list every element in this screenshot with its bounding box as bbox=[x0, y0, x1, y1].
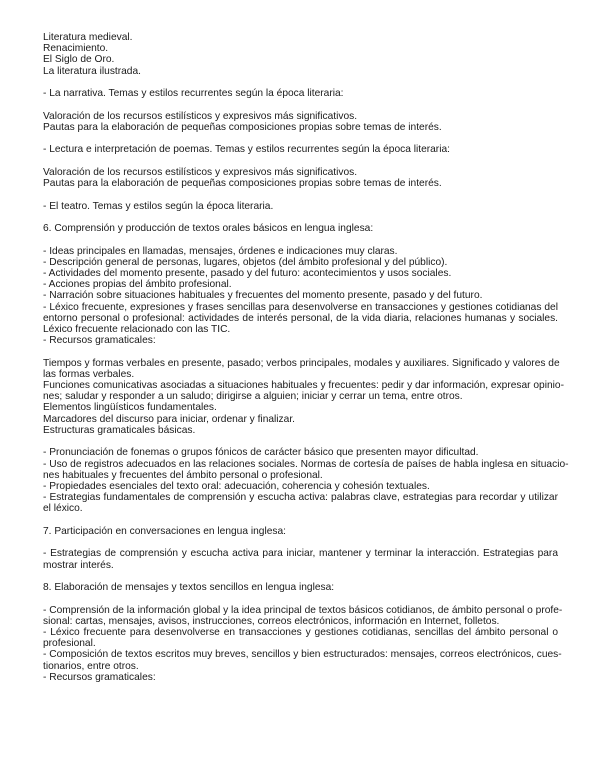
paragraph-gap bbox=[43, 77, 558, 88]
text-line: Pautas para la elaboración de pequeñas composiciones propias sobre temas de interés. bbox=[43, 178, 442, 190]
paragraph-gap bbox=[43, 593, 558, 604]
paragraph bbox=[43, 144, 558, 155]
text-line: - Ideas principales en llamadas, mensajes, órdenes e indicaciones muy claras. bbox=[43, 245, 398, 257]
text-line: - El teatro. Temas y estilos según la época literaria. bbox=[43, 200, 274, 212]
text-line: mostrar interés. bbox=[43, 559, 114, 571]
text-line: - Lectura e interpretación de poemas. Temas y estilos recurrentes según la época literaria: bbox=[43, 144, 450, 156]
paragraph bbox=[43, 201, 558, 212]
text-line: Marcadores del discurso para iniciar, ordenar y finalizar. bbox=[43, 413, 295, 425]
paragraph-gap bbox=[43, 537, 558, 548]
text-line: El Siglo de Oro. bbox=[43, 54, 115, 66]
paragraph-gap bbox=[43, 156, 558, 167]
paragraph bbox=[43, 447, 569, 515]
text-line: Pautas para la elaboración de pequeñas composiciones propias sobre temas de interés. bbox=[43, 121, 442, 133]
paragraph bbox=[43, 167, 558, 189]
text-line: entorno personal o profesional: actividades de interés personal, de la vida diaria, relaciones humanas y sociales. bbox=[43, 312, 558, 324]
paragraph-gap bbox=[43, 515, 558, 526]
paragraph-gap bbox=[43, 234, 558, 245]
text-line: nes habituales y frecuentes del ámbito personal o profesional. bbox=[43, 469, 323, 481]
text-line: las formas verbales. bbox=[43, 368, 135, 380]
text-line: - Léxico frecuente para desenvolverse en transacciones y gestiones cotidianas, sencillas del ámbito personal o bbox=[43, 626, 558, 638]
text-line: La literatura ilustrada. bbox=[43, 65, 141, 77]
text-line: - Pronunciación de fonemas o grupos fónicos de carácter básico que presenten mayor dificultad. bbox=[43, 447, 479, 459]
text-line: 6. Comprensión y producción de textos orales básicos en lengua inglesa: bbox=[43, 223, 374, 235]
text-line: Tiempos y formas verbales en presente, pasado; verbos principales, modales y auxiliares. Significado y valores de bbox=[43, 357, 560, 369]
text-line: - Uso de registros adecuados en las relaciones sociales. Normas de cortesía de países de habla inglesa en situacio- bbox=[43, 458, 569, 470]
paragraph bbox=[43, 32, 558, 77]
text-line: - Recursos gramaticales: bbox=[43, 335, 156, 347]
text-line: Estructuras gramaticales básicas. bbox=[43, 424, 196, 436]
text-line: - Narración sobre situaciones habituales y frecuentes del momento presente, pasado y del futuro. bbox=[43, 290, 483, 302]
text-line: - Descripción general de personas, lugares, objetos (del ámbito profesional y del público). bbox=[43, 256, 448, 268]
text-line: tionarios, entre otros. bbox=[43, 660, 139, 672]
text-line: sional: cartas, mensajes, avisos, instrucciones, correos electrónicos, información en Internet, folletos. bbox=[43, 615, 500, 627]
text-line: profesional. bbox=[43, 638, 96, 650]
paragraph-gap bbox=[43, 346, 558, 357]
text-line: Valoración de los recursos estilísticos y expresivos más significativos. bbox=[43, 166, 358, 178]
paragraph-gap bbox=[43, 189, 558, 200]
paragraph bbox=[43, 604, 563, 683]
paragraph bbox=[43, 357, 564, 436]
text-line: 8. Elaboración de mensajes y textos sencillos en lengua inglesa: bbox=[43, 582, 335, 594]
paragraph-gap bbox=[43, 571, 558, 582]
paragraph bbox=[43, 526, 558, 537]
text-line: - La narrativa. Temas y estilos recurrentes según la época literaria: bbox=[43, 88, 344, 100]
text-line: Literatura medieval. bbox=[43, 32, 133, 43]
paragraph-gap bbox=[43, 436, 558, 447]
paragraph bbox=[43, 548, 558, 570]
text-line: - Actividades del momento presente, pasado y del futuro: acontecimientos y usos sociales. bbox=[43, 267, 452, 279]
text-line: 7. Participación en conversaciones en lengua inglesa: bbox=[43, 525, 286, 537]
text-line: el léxico. bbox=[43, 503, 83, 515]
text-line: - Estrategias fundamentales de comprensión y escucha activa: palabras clave, estrategias para recordar y utilizar bbox=[43, 492, 558, 504]
paragraph bbox=[43, 582, 558, 593]
paragraph-gap bbox=[43, 212, 558, 223]
paragraph-gap bbox=[43, 133, 558, 144]
paragraph bbox=[43, 223, 558, 234]
text-line: Valoración de los recursos estilísticos y expresivos más significativos. bbox=[43, 110, 358, 122]
paragraph-gap bbox=[43, 99, 558, 110]
text-line: - Composición de textos escritos muy breves, sencillos y bien estructurados: mensajes, correos electrónicos, cues- bbox=[43, 649, 562, 661]
paragraph bbox=[43, 111, 558, 133]
text-line: - Léxico frecuente, expresiones y frases sencillas para desenvolverse en transacciones y gestiones cotidianas del bbox=[43, 301, 558, 313]
text-line: Léxico frecuente relacionado con las TIC. bbox=[43, 323, 231, 335]
paragraph bbox=[43, 246, 558, 347]
document-body bbox=[43, 32, 569, 683]
text-line: - Acciones propias del ámbito profesional. bbox=[43, 279, 232, 291]
text-line: Funciones comunicativas asociadas a situaciones habituales y frecuentes: pedir y dar información, expresar opinio- bbox=[43, 380, 564, 392]
paragraph bbox=[43, 88, 558, 99]
text-line: Elementos lingüísticos fundamentales. bbox=[43, 402, 217, 414]
text-line: - Estrategias de comprensión y escucha activa para iniciar, mantener y terminar la interacción. Estrategias para bbox=[43, 548, 558, 560]
text-line: Renacimiento. bbox=[43, 43, 109, 55]
text-line: - Propiedades esenciales del texto oral: adecuación, coherencia y cohesión textuales. bbox=[43, 480, 430, 492]
text-line: - Recursos gramaticales: bbox=[43, 671, 156, 683]
text-line: - Comprensión de la información global y la idea principal de textos básicos cotidianos, de ámbito personal o profe- bbox=[43, 604, 563, 616]
text-line: nes; saludar y responder a un saludo; dirigirse a alguien; iniciar y cerrar un tema, entre otros. bbox=[43, 391, 463, 403]
